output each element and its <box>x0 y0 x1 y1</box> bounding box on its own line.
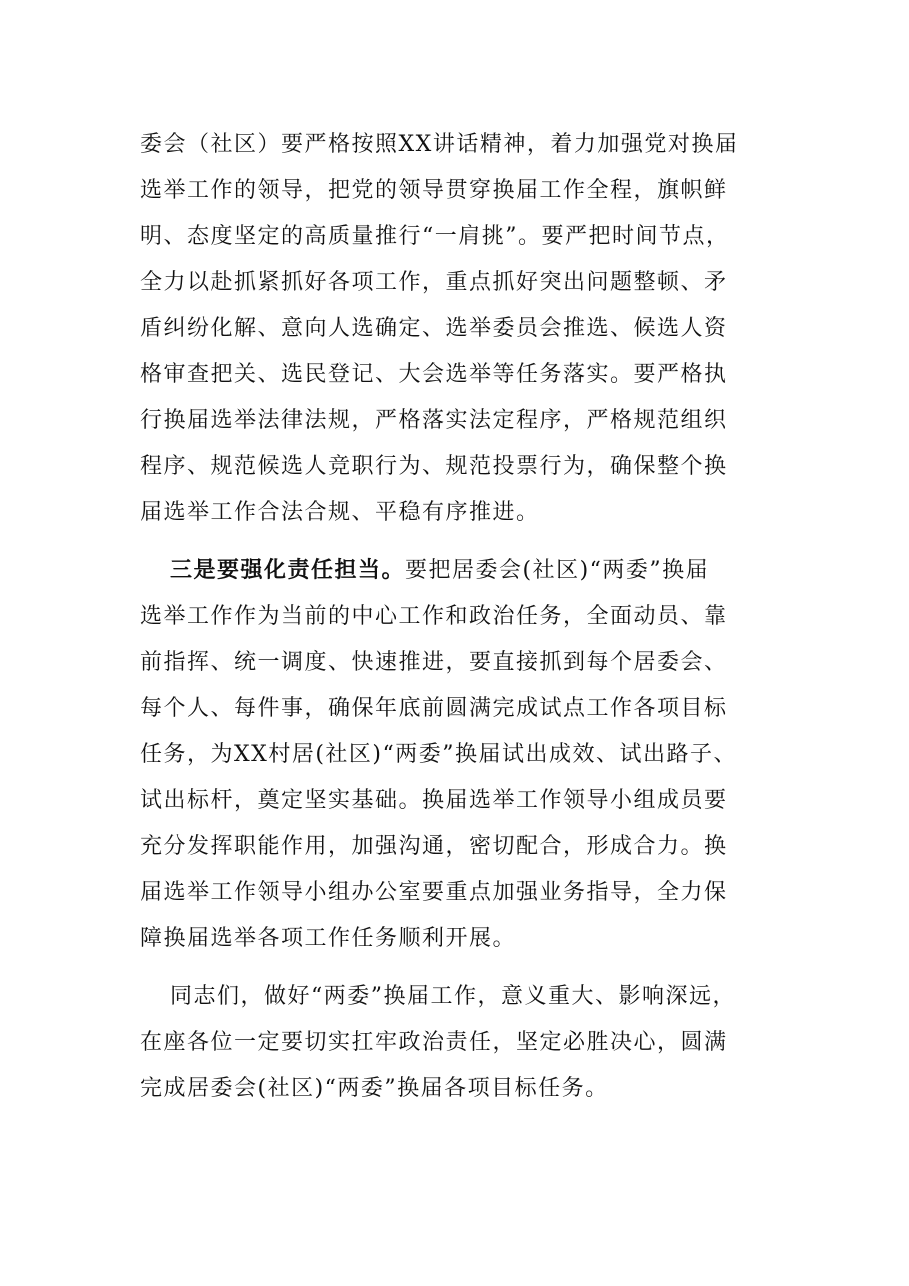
text-line: 完成居委会(社区)“两委”换届各项目标任务。 <box>140 1076 609 1101</box>
text-line: 任务，为XX村居(社区)“两委”换届试出成效、试出路子、 <box>140 742 737 767</box>
text-line: 行换届选举法律法规，严格落实法定程序，严格规范组织 <box>140 408 728 433</box>
text-line: 充分发挥职能作用，加强沟通，密切配合，形成合力。换 <box>140 834 728 859</box>
text-line: 试出标杆，奠定坚实基础。换届选举工作领导小组成员要 <box>140 788 728 813</box>
text-line: 每个人、每件事，确保年底前圆满完成试点工作各项目标 <box>140 696 728 721</box>
paragraph-spacer <box>140 536 780 548</box>
text-line: 程序、规范候选人竞职行为、规范投票行为，确保整个换 <box>140 454 728 479</box>
paragraph-3 <box>140 974 780 1112</box>
text-line: 届选举工作领导小组办公室要重点加强业务指导，全力保 <box>140 880 728 905</box>
text-line: 前指挥、统一调度、快速推进，要直接抓到每个居委会、 <box>140 650 728 675</box>
paragraph-1 <box>140 122 780 536</box>
document-body <box>140 122 780 1112</box>
paragraph-2 <box>140 548 780 962</box>
text-line: 届选举工作合法合规、平稳有序推进。 <box>140 500 540 525</box>
text-line: 在座各位一定要切实扛牢政治责任，坚定必胜决心，圆满 <box>140 1030 728 1055</box>
text-run: 要把居委会(社区)“两委”换届 <box>405 558 710 583</box>
text-line: 选举工作的领导，把党的领导贯穿换届工作全程，旗帜鲜 <box>140 178 728 203</box>
text-line: 盾纠纷化解、意向人选确定、选举委员会推选、候选人资 <box>140 316 728 341</box>
text-line: 格审查把关、选民登记、大会选举等任务落实。要严格执 <box>140 362 728 387</box>
text-line-first <box>140 548 780 594</box>
text-line: 全力以赴抓紧抓好各项工作，重点抓好突出问题整顿、矛 <box>140 270 728 295</box>
text-line: 选举工作作为当前的中心工作和政治任务，全面动员、靠 <box>140 604 728 629</box>
text-line: 明、态度坚定的高质量推行“一肩挑”。要严把时间节点， <box>140 224 730 249</box>
paragraph-spacer <box>140 962 780 974</box>
text-line: 委会（社区）要严格按照XX讲话精神，着力加强党对换届 <box>140 132 739 157</box>
section-heading: 三是要强化责任担当。 <box>170 558 406 583</box>
text-line-first: 同志们，做好“两委”换届工作，意义重大、影响深远， <box>170 984 736 1009</box>
text-line: 障换届选举各项工作任务顺利开展。 <box>140 926 517 951</box>
